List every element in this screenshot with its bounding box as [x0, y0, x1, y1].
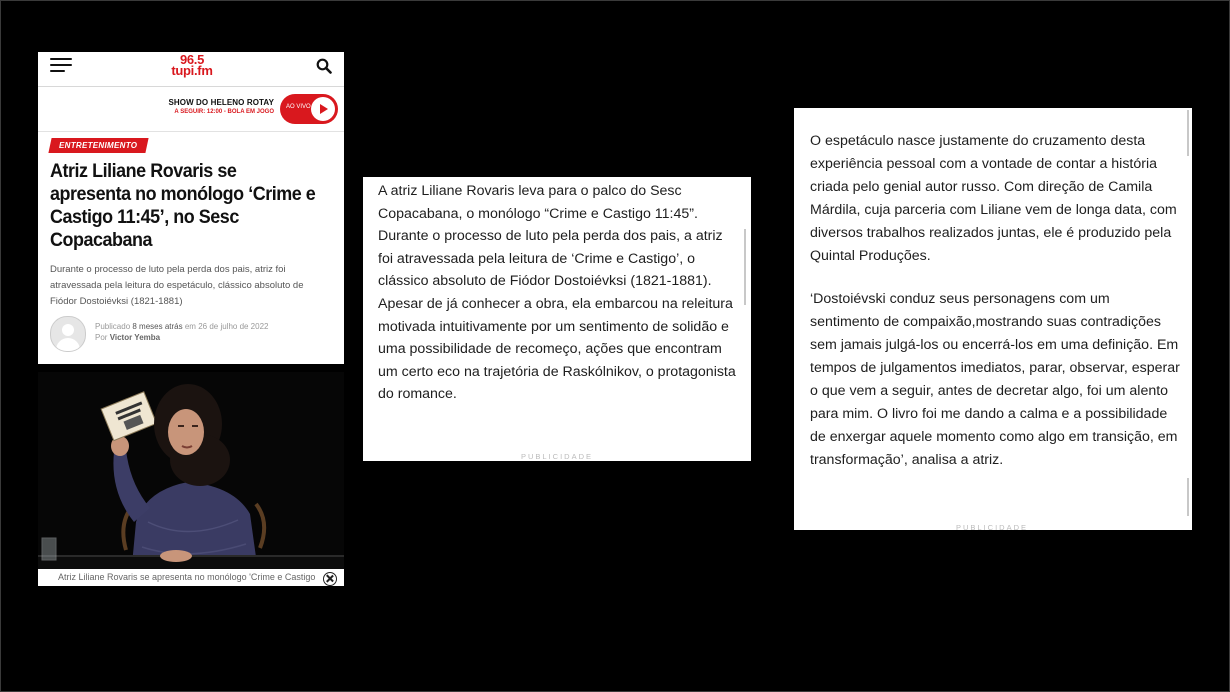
article-excerpt-2 — [794, 108, 1192, 530]
photo-caption-bar — [38, 569, 344, 586]
article-lede: Durante o processo de luto pela perda dos pais, atriz foi atravessada pela leitura do espetáculo, clássico absoluto de Fiódor Dostoiévksi (1821-1881) — [50, 264, 304, 307]
now-playing-bar — [38, 87, 344, 132]
publish-info — [95, 322, 268, 331]
site-header — [38, 52, 344, 87]
show-title: SHOW DO HELENO ROTAY — [168, 98, 274, 107]
category-label: ENTRETENIMENTO — [59, 141, 138, 150]
search-icon[interactable] — [316, 58, 332, 74]
site-logo[interactable] — [166, 54, 218, 76]
article-excerpt-1 — [363, 177, 751, 461]
publish-prefix: Publicado — [95, 322, 131, 331]
menu-icon[interactable] — [50, 58, 72, 74]
logo-wordmark: tupi.fm — [171, 63, 213, 78]
advertising-label: PUBLICIDADE — [521, 452, 594, 461]
mobile-article-screenshot — [38, 52, 344, 364]
close-icon[interactable] — [323, 572, 337, 586]
scrollbar-top[interactable] — [1187, 110, 1189, 156]
publish-date: em 26 de julho de 2022 — [184, 322, 269, 331]
byline-prefix: Por — [95, 333, 108, 342]
scrollbar[interactable] — [744, 229, 746, 305]
author-avatar — [50, 316, 86, 352]
next-show: A SEGUIR: 12:00 - BOLA EM JOGO — [174, 109, 274, 115]
excerpt-paragraph-1: O espetáculo nasce justamente do cruzamento desta experiência pessoal com a vontade de contar a história criada pelo genial autor russo. Com direção de Camila Márdila, cuja parceria com Liliane vem de longa data, com diversos trabalhos realizados juntas, ele é produzido pela Quintal Produções. — [810, 133, 1177, 264]
advertising-label: PUBLICIDADE — [956, 523, 1029, 530]
excerpt-paragraph: A atriz Liliane Rovaris leva para o palco do Sesc Copacabana, o monólogo “Crime e Castigo 11:45”. Durante o processo de luto pela perda dos pais, a atriz foi atravessada pela leitura de ‘Crime e Castigo’, o clássico absoluto de Fiódor Dostoiévksi (1821-1881). Apesar de já conhecer a obra, ela embarcou na releitura motivada intuitivamente por um sentimento de solidão e uma possibilidade de recomeço, ações que encontram um certo eco na trajetória de Raskólnikov, o protagonista do romance. — [378, 183, 736, 403]
article-photo — [38, 372, 344, 586]
author-name[interactable]: Victor Yemba — [109, 333, 161, 342]
scrollbar-bottom[interactable] — [1187, 478, 1189, 516]
excerpt-paragraph-2: ‘Dostoiévski conduz seus personagens com um sentimento de compaixão,mostrando suas contradições sem jamais julgá-los ou encerrá-los em uma definição. Em tempos de julgamentos imediatos, parar, observar, esperar o que vem a seguir, antes de decretar algo, foi um alento para mim. O livro foi me dando a calma e a possibilidade de enxergar aquele momento como algo em transição, em transformação’, analisa a atriz. — [810, 291, 1180, 468]
live-play-button[interactable] — [280, 94, 338, 124]
actress-photo-illustration — [38, 372, 344, 586]
logo-frequency: 96.5 — [179, 52, 205, 67]
category-badge[interactable] — [48, 138, 148, 153]
live-label: AO VIVO — [286, 104, 311, 110]
byline — [95, 333, 160, 342]
article-headline: Atriz Liliane Rovaris se apresenta no monólogo ‘Crime e Castigo 11:45’, no Sesc Copacabana — [50, 160, 316, 251]
publish-ago: 8 meses atrás — [132, 322, 183, 331]
photo-caption: Atriz Liliane Rovaris se apresenta no monólogo 'Crime e Castigo — [58, 572, 316, 582]
play-icon — [311, 97, 335, 121]
